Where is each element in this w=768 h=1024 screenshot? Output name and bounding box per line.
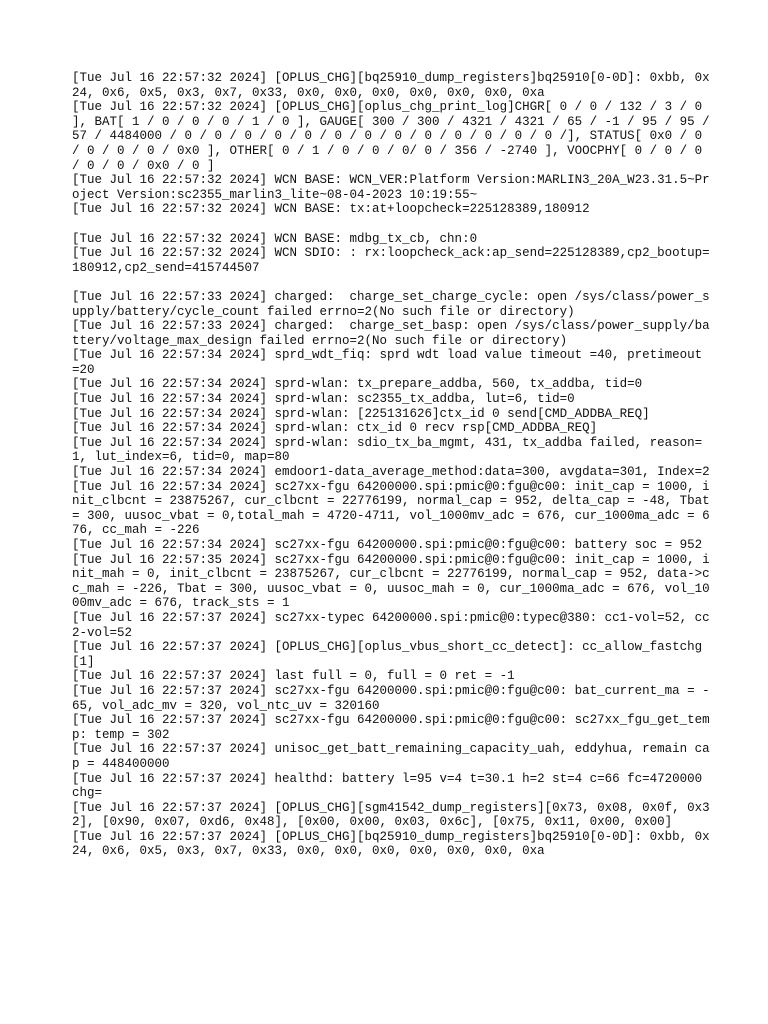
- log-line: [Tue Jul 16 22:57:37 2024] sc27xx-typec 64200000.spi:pmic@0:typec@380: cc1-vol=52, cc2-vol=52: [72, 610, 710, 640]
- log-line: [Tue Jul 16 22:57:32 2024] WCN SDIO: : rx:loopcheck_ack:ap_send=225128389,cp2_bootup=180912,cp2_send=415744507: [72, 246, 710, 275]
- blank-line: [72, 217, 712, 232]
- log-line: [Tue Jul 16 22:57:34 2024] sc27xx-fgu 64200000.spi:pmic@0:fgu@c00: init_cap = 1000, init_clbcnt = 23875267, cur_clbcnt = 22776199, normal_cap = 952, delta_cap = -48, Tbat = 300, uusoc_vbat = 0,total_mah = 4720-4711, vol_1000mv_adc = 676, cur_1000ma_adc = 676, cc_mah = -226: [72, 479, 725, 538]
- log-line: [Tue Jul 16 22:57:32 2024] WCN BASE: tx:at+loopcheck=225128389,180912: [72, 202, 590, 217]
- log-line: [Tue Jul 16 22:57:34 2024] sprd-wlan: ctx_id 0 recv rsp[CMD_ADDBA_REQ]: [72, 421, 598, 436]
- log-line: [Tue Jul 16 22:57:37 2024] last full = 0, full = 0 ret = -1: [72, 669, 515, 684]
- log-line: [Tue Jul 16 22:57:37 2024] unisoc_get_batt_remaining_capacity_uah, eddyhua, remain cap = 448400000: [72, 742, 710, 771]
- log-line: [Tue Jul 16 22:57:34 2024] emdoor1-data_average_method:data=300, avgdata=301, Index=2: [72, 465, 710, 480]
- log-line: [Tue Jul 16 22:57:37 2024] sc27xx-fgu 64200000.spi:pmic@0:fgu@c00: sc27xx_fgu_get_temp: temp = 302: [72, 713, 710, 742]
- log-line: [Tue Jul 16 22:57:37 2024] [OPLUS_CHG][oplus_vbus_short_cc_detect]: cc_allow_fastchg [1]: [72, 640, 710, 669]
- log-line: [Tue Jul 16 22:57:34 2024] sprd-wlan: [225131626]ctx_id 0 send[CMD_ADDBA_REQ]: [72, 406, 650, 421]
- log-line: [Tue Jul 16 22:57:32 2024] WCN BASE: WCN_VER:Platform Version:MARLIN3_20A_W23.31.5~Project Version:sc2355_marlin3_lite~08-04-2023 10:19:55~: [72, 173, 710, 202]
- log-line: [Tue Jul 16 22:57:32 2024] WCN BASE: mdbg_tx_cb, chn:0: [72, 231, 478, 246]
- log-line: [Tue Jul 16 22:57:37 2024] [OPLUS_CHG][bq25910_dump_registers]bq25910[0-0D]: 0xbb, 0x24, 0x6, 0x5, 0x3, 0x7, 0x33, 0x0, 0x0, 0x0, 0x0, 0x0, 0x0, 0xa: [72, 829, 710, 859]
- log-line: [Tue Jul 16 22:57:34 2024] sprd-wlan: sdio_tx_ba_mgmt, 431, tx_addba failed, reason=1, lut_index=6, tid=0, map=80: [72, 435, 703, 465]
- log-line: [Tue Jul 16 22:57:33 2024] charged: charge_set_basp: open /sys/class/power_supply/battery/voltage_max_design failed errno=2(No such file or directory): [72, 319, 710, 348]
- log-line: [Tue Jul 16 22:57:37 2024] healthd: battery l=95 v=4 t=30.1 h=2 st=4 c=66 fc=4720000 chg=: [72, 771, 710, 801]
- log-line: [Tue Jul 16 22:57:34 2024] sprd_wdt_fiq: sprd wdt load value timeout =40, pretimeout =20: [72, 348, 710, 377]
- log-document: [72, 71, 725, 859]
- log-line: [Tue Jul 16 22:57:34 2024] sc27xx-fgu 64200000.spi:pmic@0:fgu@c00: battery soc = 952: [72, 538, 703, 552]
- log-line: [Tue Jul 16 22:57:33 2024] charged: charge_set_charge_cycle: open /sys/class/power_supply/battery/cycle_count failed errno=2(No such file or directory): [72, 289, 710, 319]
- log-line: [Tue Jul 16 22:57:34 2024] sprd-wlan: sc2355_tx_addba, lut=6, tid=0: [72, 392, 575, 407]
- blank-line: [72, 275, 712, 290]
- log-line: [Tue Jul 16 22:57:32 2024] [OPLUS_CHG][bq25910_dump_registers]bq25910[0-0D]: 0xbb, 0x24, 0x6, 0x5, 0x3, 0x7, 0x33, 0x0, 0x0, 0x0, 0x0, 0x0, 0x0, 0xa: [72, 71, 710, 100]
- log-line: [Tue Jul 16 22:57:32 2024] [OPLUS_CHG][oplus_chg_print_log]CHGR[ 0 / 0 / 132 / 3 / 0 ], BAT[ 1 / 0 / 0 / 0 / 1 / 0 ], GAUGE[ 300 / 300 / 4321 / 4321 / 65 / -1 / 95 / 95 / 57 / 4484000 / 0 / 0 / 0 / 0 / 0 / 0 / 0 / 0 / 0 / 0 / 0 / 0 / 0 /], STATUS[ 0x0 / 0 / 0 / 0 / 0 / 0x0 ], OTHER[ 0 / 1 / 0 / 0 / 0/ 0 / 356 / -2740 ], VOOCPHY[ 0 / 0 / 0 / 0 / 0 / 0x0 / 0 ]: [72, 100, 718, 173]
- log-line: [Tue Jul 16 22:57:37 2024] sc27xx-fgu 64200000.spi:pmic@0:fgu@c00: bat_current_ma = -65, vol_adc_mv = 320, vol_ntc_uv = 320160: [72, 683, 710, 713]
- log-line: [Tue Jul 16 22:57:35 2024] sc27xx-fgu 64200000.spi:pmic@0:fgu@c00: init_cap = 1000, init_mah = 0, init_clbcnt = 23875267, cur_clbcnt = 22776199, normal_cap = 952, data->cc_mah = -226, Tbat = 300, uusoc_vbat = 0, uusoc_mah = 0, cur_1000ma_adc = 676, vol_1000mv_adc = 676, track_sts = 1: [72, 552, 710, 611]
- log-line: [Tue Jul 16 22:57:34 2024] sprd-wlan: tx_prepare_addba, 560, tx_addba, tid=0: [72, 377, 643, 392]
- log-line: [Tue Jul 16 22:57:37 2024] [OPLUS_CHG][sgm41542_dump_registers][0x73, 0x08, 0x0f, 0x32], [0x90, 0x07, 0xd6, 0x48], [0x00, 0x00, 0x03, 0x6c], [0x75, 0x11, 0x00, 0x00]: [72, 800, 710, 830]
